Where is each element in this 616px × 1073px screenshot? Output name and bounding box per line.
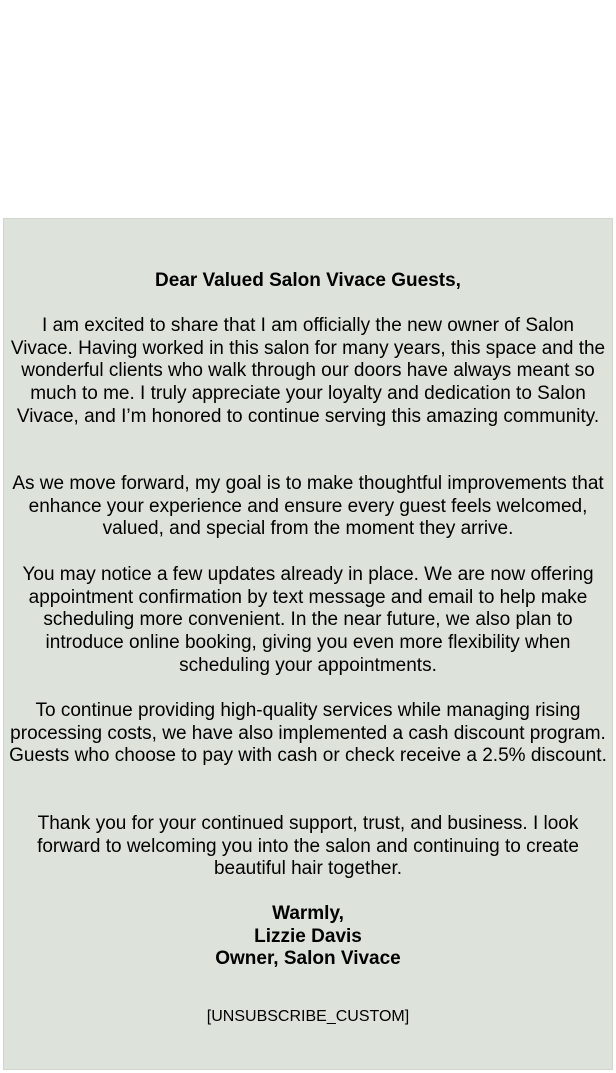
letter-paragraph-2: As we move forward, my goal is to make thoughtful improvements that enhance your experience and ensure every guest feels welcomed, valued, and special from the moment they arrive. [12, 473, 604, 540]
letter-paragraph-1: I am excited to share that I am officially the new owner of Salon Vivace. Having worked in this salon for many years, this space and the wonderful clients who walk through our doors have always meant so much to me. I truly appreciate your loyalty and dedication to Salon Vivace, and I’m honored to continue serving this amazing community. [10, 315, 606, 427]
signoff-closing: Warmly, [272, 903, 344, 924]
letter-panel [3, 218, 613, 1070]
letter-paragraph-5: Thank you for your continued support, trust, and business. I look forward to welcoming you into the salon and continuing to create beautiful hair together. [37, 813, 579, 880]
letter-paragraph-4: To continue providing high-quality services while managing rising processing costs, we have also implemented a cash discount program. Guests who choose to pay with cash or check receive a 2.5% discount. [9, 700, 607, 767]
letter-paragraph-3: You may notice a few updates already in place. We are now offering appointment confirmation by text message and email to help make scheduling more convenient. In the near future, we also plan to introduce online booking, giving you even more flexibility when scheduling your appointments. [22, 564, 594, 676]
signoff-name: Lizzie Davis [254, 925, 362, 947]
letter-signoff [4, 903, 612, 971]
signoff-title: Owner, Salon Vivace [215, 948, 401, 970]
letter-greeting: Dear Valued Salon Vivace Guests, [155, 270, 461, 291]
unsubscribe-link[interactable]: [UNSUBSCRIBE_CUSTOM] [206, 1008, 410, 1025]
